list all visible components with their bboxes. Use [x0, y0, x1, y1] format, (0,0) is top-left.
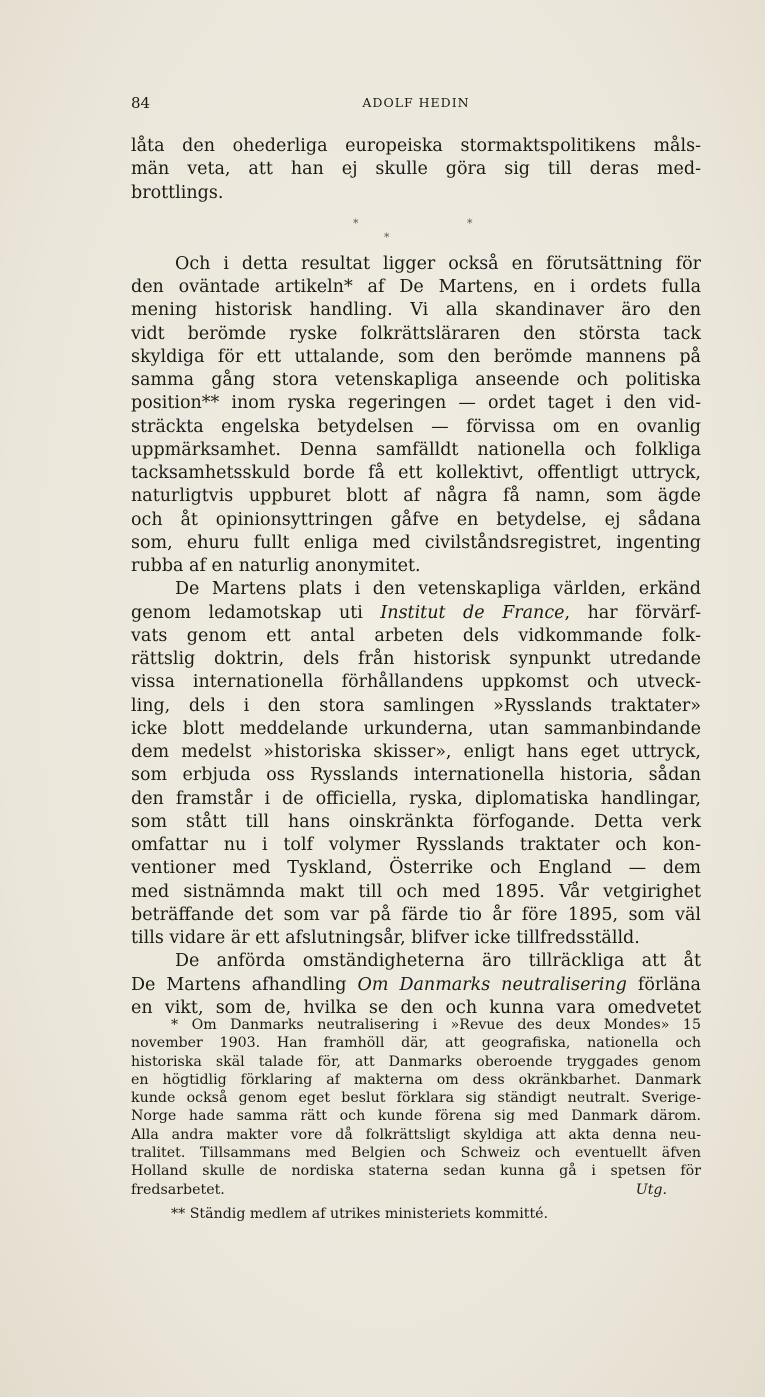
footnote-line: * Om Danmarks neutralisering i »Revue des deux Mondes» 15: [171, 1017, 701, 1033]
text-line: mening historisk handling. Vi alla skandinaver äro den: [131, 300, 701, 321]
footnote-line: Norge hade samma rätt och kunde förena sig med Danmark därom.: [131, 1108, 701, 1125]
text-line: brottlings.: [131, 182, 224, 203]
footnote-line: Holland skulle de nordiska staterna sedan kunna gå i spetsen för: [131, 1163, 701, 1180]
footnote-text: fredsarbetet.: [131, 1181, 225, 1198]
text-span: De Martens afhandling: [131, 974, 358, 995]
text-line: skyldiga för ett uttalande, som den berömde mannens på: [131, 346, 701, 367]
asterism-star: *: [384, 230, 390, 244]
text-line: sträckta engelska betydelsen — förvissa om en ovanlig: [131, 416, 701, 437]
paragraph: [131, 950, 701, 1020]
text-span: genom ledamotskap uti: [131, 602, 381, 623]
text-line: som, ehuru fullt enliga med civilståndsregistret, ingenting: [131, 532, 701, 553]
footnote-line: historiska skäl talade för, att Danmarks oberoende tryggades genom: [131, 1053, 701, 1070]
text-line: naturligtvis uppburet blott af några få namn, som ägde: [131, 486, 701, 507]
text-line: dem medelst »historiska skisser», enligt hans eget uttryck,: [131, 742, 701, 762]
text-line: vidt berömde ryske folkrättsläraren den största tack: [131, 323, 701, 344]
text-line: låta den ohederliga europeiska stormaktspolitikens måls-: [131, 136, 701, 156]
text-line: position** inom ryska regeringen — ordet taget i den vid-: [131, 393, 701, 414]
footnotes: [131, 1016, 701, 1223]
text-line: [131, 974, 701, 997]
footnote-line: november 1903. Han framhöll där, att geografiska, nationella och: [131, 1035, 701, 1052]
body-text: [131, 135, 701, 1020]
footnote-line: tralitet. Tillsammans med Belgien och Schweiz och eventuellt äfven: [131, 1145, 701, 1162]
text-line: rättslig doktrin, dels från historisk synpunkt utredande: [131, 649, 701, 669]
italic-title: Om Danmarks neutralisering: [357, 974, 627, 995]
text-span: förläna: [626, 974, 701, 995]
text-line: omfattar nu i tolf volymer Rysslands traktater och kon-: [131, 835, 701, 855]
footnote-line: en högtidlig förklaring af makterna om dess okränkbarhet. Danmark: [131, 1071, 701, 1088]
footnote-line: Alla andra makter vore då folkrättsligt skyldiga att akta denna neu-: [131, 1126, 701, 1143]
text-line: uppmärksamhet. Denna samfälldt nationella och folkliga: [131, 439, 701, 460]
paragraph: [131, 253, 701, 579]
text-line: män veta, att han ej skulle göra sig till deras med-: [131, 159, 701, 180]
paragraph: [131, 578, 701, 950]
text-line: ling, dels i den stora samlingen »Rysslands traktater»: [131, 695, 701, 716]
section-separator: [131, 205, 701, 253]
text-span: , har förvärf-: [564, 602, 701, 623]
text-line: tacksamhetsskuld borde få ett kollektivt, offentligt uttryck,: [131, 463, 701, 483]
italic-title: Institut de France: [380, 602, 565, 623]
text-line: samma gång stora vetenskapliga anseende och politiska: [131, 370, 701, 390]
text-line: icke blott meddelande urkunderna, utan sammanbindande: [131, 718, 701, 739]
running-head: ADOLF HEDIN: [362, 95, 470, 110]
page-header: [131, 94, 701, 116]
text-line: den oväntade artikeln* af De Martens, en i ordets fulla: [131, 277, 701, 297]
text-line: vats genom ett antal arbeten dels vidkommande folk-: [131, 625, 701, 646]
text-line: De anförda omständigheterna äro tillräckliga att åt: [175, 951, 701, 972]
editor-signature: Utg.: [635, 1181, 667, 1198]
text-line: som stått till hans oinskränkta förfogande. Detta verk: [131, 811, 701, 832]
text-line: [131, 602, 701, 625]
text-line: rubba af en naturlig anonymitet.: [131, 556, 421, 576]
text-line: tills vidare är ett afslutningsår, blifver icke tillfredsställd.: [131, 928, 640, 948]
asterism-star: *: [467, 216, 473, 230]
text-line: Och i detta resultat ligger också en förutsättning för: [175, 253, 701, 274]
text-line: den framstår i de officiella, ryska, diplomatiska handlingar,: [131, 788, 701, 809]
text-line: en vikt, som de, hvilka se den och kunna vara omedvetet: [131, 997, 701, 1018]
footnote-2: [131, 1205, 701, 1223]
asterism-star: *: [353, 216, 359, 230]
text-line: beträffande det som var på färde tio år före 1895, som väl: [131, 904, 701, 925]
text-line: och åt opinionsyttringen gåfve en betydelse, ej sådana: [131, 509, 701, 530]
text-line: ventioner med Tyskland, Österrike och England — dem: [131, 858, 701, 879]
page-number: 84: [131, 94, 151, 112]
text-line: De Martens plats i den vetenskapliga världen, erkänd: [175, 579, 701, 600]
text-line: vissa internationella förhållandens uppkomst och utveck-: [131, 672, 701, 693]
footnote-1: [131, 1016, 701, 1199]
text-line: med sistnämnda makt till och med 1895. Vår vetgirighet: [131, 881, 701, 902]
text-line: som erbjuda oss Rysslands internationella historia, sådan: [131, 765, 701, 786]
footnote-line: kunde också genom eget beslut förklara sig ständigt neutralt. Sverige-: [131, 1090, 701, 1107]
paragraph-continued: [131, 135, 701, 205]
footnote-line: ** Ständig medlem af utrikes ministeriets kommitté.: [171, 1205, 549, 1222]
footnote-line: [131, 1181, 701, 1199]
